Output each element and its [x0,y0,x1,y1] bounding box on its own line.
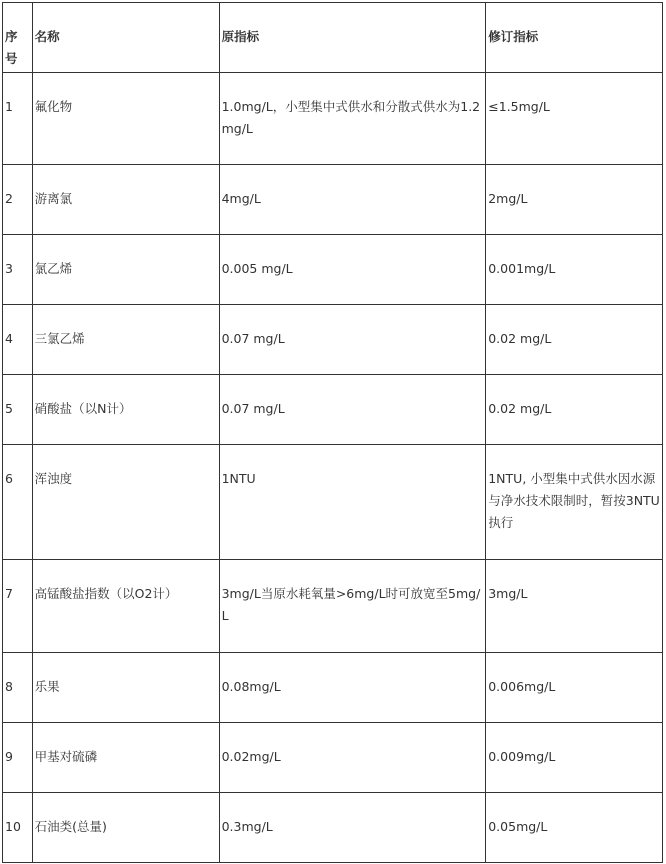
cell-revised: 0.001mg/L [486,235,663,305]
cell-original: 0.02mg/L [219,723,486,793]
header-name: 名称 [32,3,219,73]
cell-revised: ≤1.5mg/L [486,73,663,165]
cell-name: 氟化物 [32,73,219,165]
cell-name: 高锰酸盐指数（以O2计） [32,560,219,653]
cell-name: 浑浊度 [32,445,219,560]
cell-name: 石油类(总量) [32,793,219,863]
header-revised: 修订指标 [486,3,663,73]
cell-revised: 0.02 mg/L [486,375,663,445]
cell-no: 9 [3,723,33,793]
header-original: 原指标 [219,3,486,73]
indicator-comparison-table [2,2,663,863]
cell-no: 1 [3,73,33,165]
cell-name: 甲基对硫磷 [32,723,219,793]
cell-original: 4mg/L [219,165,486,235]
cell-original: 0.07 mg/L [219,375,486,445]
cell-revised: 0.009mg/L [486,723,663,793]
table-row [3,723,663,793]
cell-original: 0.08mg/L [219,653,486,723]
cell-no: 8 [3,653,33,723]
cell-no: 10 [3,793,33,863]
cell-revised: 0.006mg/L [486,653,663,723]
cell-no: 2 [3,165,33,235]
cell-name: 三氯乙烯 [32,305,219,375]
cell-original: 1NTU [219,445,486,560]
cell-no: 6 [3,445,33,560]
cell-revised: 3mg/L [486,560,663,653]
table-row [3,793,663,863]
header-no: 序号 [3,3,33,73]
cell-name: 硝酸盐（以N计） [32,375,219,445]
cell-revised: 0.02 mg/L [486,305,663,375]
cell-original: 3mg/L当原水耗氧量>6mg/L时可放宽至5mg/L [219,560,486,653]
cell-name: 游离氯 [32,165,219,235]
table-row [3,305,663,375]
cell-revised: 1NTU, 小型集中式供水因水源与净水技术限制时，暂按3NTU执行 [486,445,663,560]
cell-name: 乐果 [32,653,219,723]
cell-revised: 0.05mg/L [486,793,663,863]
cell-name: 氯乙烯 [32,235,219,305]
cell-original: 0.005 mg/L [219,235,486,305]
table-row [3,653,663,723]
cell-revised: 2mg/L [486,165,663,235]
cell-no: 3 [3,235,33,305]
table-row [3,445,663,560]
cell-no: 7 [3,560,33,653]
cell-original: 1.0mg/L，小型集中式供水和分散式供水为1.2mg/L [219,73,486,165]
cell-original: 0.07 mg/L [219,305,486,375]
table-header-row [3,3,663,73]
table-row [3,165,663,235]
table-row [3,73,663,165]
table-row [3,235,663,305]
table-row [3,560,663,653]
cell-original: 0.3mg/L [219,793,486,863]
table-row [3,375,663,445]
cell-no: 4 [3,305,33,375]
cell-no: 5 [3,375,33,445]
